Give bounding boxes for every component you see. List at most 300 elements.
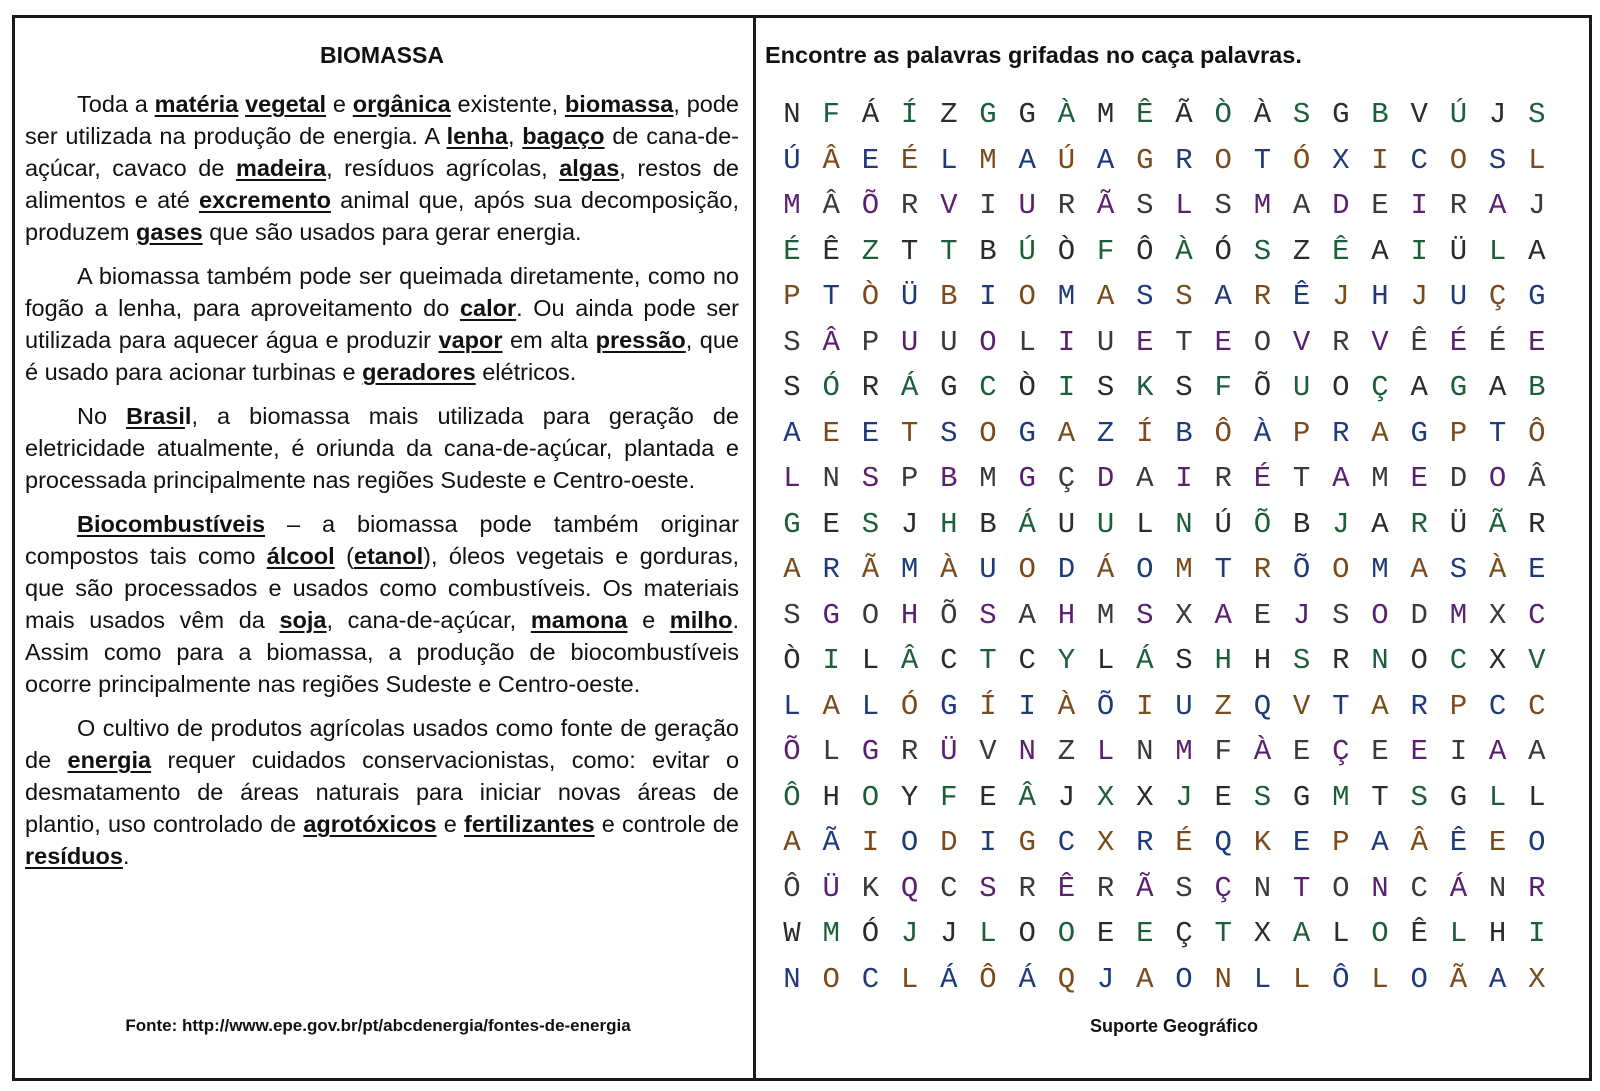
grid-letter[interactable]: M [783,189,801,222]
grid-letter[interactable]: B [940,462,958,495]
grid-letter[interactable]: T [1175,325,1193,359]
grid-letter[interactable]: É [1449,325,1468,359]
grid-letter[interactable]: S [783,325,801,359]
grid-letter[interactable]: I [1136,689,1154,723]
grid-letter[interactable]: B [1292,507,1311,541]
grid-letter[interactable]: L [1528,143,1546,177]
grid-letter[interactable]: A [1371,826,1389,859]
grid-letter[interactable]: S [1253,234,1272,268]
grid-letter[interactable]: E [1253,598,1272,632]
grid-letter[interactable]: T [979,644,997,677]
grid-letter[interactable]: G [1528,280,1546,313]
grid-letter[interactable]: A [1214,598,1232,632]
grid-letter[interactable]: R [1410,507,1428,541]
grid-letter[interactable]: K [861,871,880,905]
grid-letter[interactable]: O [1332,371,1350,404]
grid-letter[interactable]: K [1253,826,1272,859]
grid-letter[interactable]: C [979,371,997,404]
grid-letter[interactable]: A [1488,962,1507,996]
grid-letter[interactable]: E [822,416,840,450]
grid-letter[interactable]: E [1136,325,1154,359]
grid-letter[interactable]: A [1136,962,1154,996]
grid-letter[interactable]: B [940,280,958,313]
grid-letter[interactable]: O [1136,553,1154,586]
grid-letter[interactable]: Â [1018,780,1036,814]
grid-letter[interactable]: O [1332,871,1350,905]
grid-letter[interactable]: M [1332,780,1350,814]
grid-letter[interactable]: O [1488,462,1507,495]
grid-letter[interactable]: L [861,689,880,723]
grid-letter[interactable]: Í [900,98,919,131]
grid-letter[interactable]: S [1528,98,1546,131]
grid-letter[interactable]: Õ [1253,507,1272,541]
grid-letter[interactable]: X [1488,598,1507,632]
grid-letter[interactable]: R [900,735,919,768]
grid-letter[interactable]: O [861,780,880,814]
grid-letter[interactable]: J [1332,280,1350,313]
grid-letter[interactable]: É [1488,325,1507,359]
grid-letter[interactable]: À [1253,98,1272,131]
grid-letter[interactable]: M [1253,189,1272,222]
grid-letter[interactable]: Ó [861,917,880,950]
grid-letter[interactable]: L [1371,962,1389,996]
grid-letter[interactable]: V [1292,325,1311,359]
grid-letter[interactable]: D [1057,553,1076,586]
grid-letter[interactable]: S [783,598,801,632]
grid-letter[interactable]: Ò [1214,98,1232,131]
grid-letter[interactable]: A [783,826,801,859]
grid-letter[interactable]: A [1018,598,1036,632]
grid-letter[interactable]: H [1253,644,1272,677]
grid-letter[interactable]: I [1371,143,1389,177]
grid-letter[interactable]: R [1332,644,1350,677]
grid-letter[interactable]: E [1371,189,1389,222]
grid-letter[interactable]: Ê [1292,280,1311,313]
grid-letter[interactable]: O [1214,143,1232,177]
grid-letter[interactable]: Ã [861,553,880,586]
grid-letter[interactable]: E [1528,553,1546,586]
grid-letter[interactable]: S [861,507,880,541]
grid-letter[interactable]: M [979,462,997,495]
grid-letter[interactable]: T [1292,871,1311,905]
grid-letter[interactable]: Z [1214,689,1232,723]
grid-letter[interactable]: À [1253,735,1272,768]
grid-letter[interactable]: A [1528,234,1546,268]
grid-letter[interactable]: P [900,462,919,495]
grid-letter[interactable]: X [1332,143,1350,177]
grid-letter[interactable]: Ç [1175,917,1193,950]
grid-letter[interactable]: T [1488,416,1507,450]
grid-letter[interactable]: O [1410,962,1428,996]
grid-letter[interactable]: P [1332,826,1350,859]
grid-letter[interactable]: U [1018,189,1036,222]
grid-letter[interactable]: G [1449,371,1468,404]
grid-letter[interactable]: E [979,780,997,814]
grid-letter[interactable]: G [979,98,997,131]
grid-letter[interactable]: Â [822,143,840,177]
grid-letter[interactable]: G [1018,98,1036,131]
grid-letter[interactable]: L [1175,189,1193,222]
grid-letter[interactable]: Ò [783,644,801,677]
grid-letter[interactable]: Ú [1018,234,1036,268]
grid-letter[interactable]: U [900,325,919,359]
grid-letter[interactable]: H [822,780,840,814]
grid-letter[interactable]: T [1332,689,1350,723]
grid-letter[interactable]: B [979,234,997,268]
grid-letter[interactable]: I [1175,462,1193,495]
grid-letter[interactable]: Ó [1292,143,1311,177]
grid-letter[interactable]: À [1057,689,1076,723]
grid-letter[interactable]: A [1488,371,1507,404]
grid-letter[interactable]: Á [1136,644,1154,677]
grid-letter[interactable]: Y [900,780,919,814]
grid-letter[interactable]: Ô [1332,962,1350,996]
grid-letter[interactable]: S [940,416,958,450]
grid-letter[interactable]: A [1292,189,1311,222]
grid-letter[interactable]: A [1371,234,1389,268]
grid-letter[interactable]: Q [1057,962,1076,996]
grid-letter[interactable]: D [1410,598,1428,632]
grid-letter[interactable]: S [1253,780,1272,814]
grid-letter[interactable]: S [979,598,997,632]
grid-letter[interactable]: O [1371,917,1389,950]
grid-letter[interactable]: E [861,416,880,450]
grid-letter[interactable]: Ó [900,689,919,723]
grid-letter[interactable]: I [1528,917,1546,950]
grid-letter[interactable]: L [940,143,958,177]
grid-letter[interactable]: F [940,780,958,814]
grid-letter[interactable]: H [1488,917,1507,950]
grid-letter[interactable]: A [1528,735,1546,768]
grid-letter[interactable]: R [1528,871,1546,905]
grid-letter[interactable]: O [1057,917,1076,950]
grid-letter[interactable]: C [1449,644,1468,677]
grid-letter[interactable]: O [1018,553,1036,586]
grid-letter[interactable]: Ô [783,871,801,905]
grid-letter[interactable]: Q [1253,689,1272,723]
grid-letter[interactable]: X [1175,598,1193,632]
grid-letter[interactable]: L [1488,780,1507,814]
grid-letter[interactable]: J [1332,507,1350,541]
grid-letter[interactable]: A [783,416,801,450]
grid-letter[interactable]: Í [1136,416,1154,450]
grid-letter[interactable]: T [1214,553,1232,586]
grid-letter[interactable]: E [1528,325,1546,359]
grid-letter[interactable]: E [861,143,880,177]
grid-letter[interactable]: B [979,507,997,541]
grid-letter[interactable]: E [1096,917,1115,950]
grid-letter[interactable]: S [1292,644,1311,677]
grid-letter[interactable]: Ã [1096,189,1115,222]
grid-letter[interactable]: S [1214,189,1232,222]
grid-letter[interactable]: L [979,917,997,950]
grid-letter[interactable]: D [1332,189,1350,222]
grid-letter[interactable]: N [1136,735,1154,768]
grid-letter[interactable]: Ê [1410,325,1428,359]
grid-letter[interactable]: U [1292,371,1311,404]
grid-letter[interactable]: R [1528,507,1546,541]
grid-letter[interactable]: É [900,143,919,177]
grid-letter[interactable]: F [1096,234,1115,268]
grid-letter[interactable]: J [1175,780,1193,814]
grid-letter[interactable]: T [900,234,919,268]
grid-letter[interactable]: K [1136,371,1154,404]
grid-letter[interactable]: S [1332,598,1350,632]
grid-letter[interactable]: N [783,962,801,996]
grid-letter[interactable]: Ô [1528,416,1546,450]
grid-letter[interactable]: U [1175,689,1193,723]
grid-letter[interactable]: Â [1410,826,1428,859]
grid-letter[interactable]: S [1136,189,1154,222]
grid-letter[interactable]: D [1096,462,1115,495]
grid-letter[interactable]: L [1292,962,1311,996]
grid-letter[interactable]: C [1528,689,1546,723]
grid-letter[interactable]: H [1057,598,1076,632]
grid-letter[interactable]: E [1214,325,1232,359]
grid-letter[interactable]: M [1175,553,1193,586]
grid-letter[interactable]: Ê [822,234,840,268]
grid-letter[interactable]: O [1371,598,1389,632]
grid-letter[interactable]: Õ [783,735,801,768]
grid-letter[interactable]: U [1096,507,1115,541]
grid-letter[interactable]: R [1410,689,1428,723]
grid-letter[interactable]: Ç [1488,280,1507,313]
grid-letter[interactable]: U [979,553,997,586]
grid-letter[interactable]: C [1410,143,1428,177]
grid-letter[interactable]: I [1018,689,1036,723]
grid-letter[interactable]: L [1136,507,1154,541]
grid-letter[interactable]: P [1292,416,1311,450]
grid-letter[interactable]: X [1488,644,1507,677]
grid-letter[interactable]: M [1096,598,1115,632]
grid-letter[interactable]: B [1528,371,1546,404]
grid-letter[interactable]: T [1292,462,1311,495]
grid-letter[interactable]: Â [822,325,840,359]
grid-letter[interactable]: S [979,871,997,905]
grid-letter[interactable]: A [1371,689,1389,723]
grid-letter[interactable]: G [1018,826,1036,859]
grid-letter[interactable]: M [900,553,919,586]
grid-letter[interactable]: Á [1018,507,1036,541]
grid-letter[interactable]: É [1253,462,1272,495]
grid-letter[interactable]: S [1175,871,1193,905]
grid-letter[interactable]: T [1214,917,1232,950]
grid-letter[interactable]: O [1175,962,1193,996]
grid-letter[interactable]: H [900,598,919,632]
grid-letter[interactable]: S [1292,98,1311,131]
grid-letter[interactable]: Z [861,234,880,268]
grid-letter[interactable]: F [1214,371,1232,404]
grid-letter[interactable]: À [1057,98,1076,131]
grid-letter[interactable]: E [1488,826,1507,859]
grid-letter[interactable]: E [1371,735,1389,768]
grid-letter[interactable]: P [1449,416,1468,450]
grid-letter[interactable]: Z [1096,416,1115,450]
grid-letter[interactable]: C [1018,644,1036,677]
grid-letter[interactable]: R [1214,462,1232,495]
grid-letter[interactable]: G [1018,416,1036,450]
grid-letter[interactable]: R [1253,553,1272,586]
grid-letter[interactable]: D [940,826,958,859]
grid-letter[interactable]: N [1018,735,1036,768]
grid-letter[interactable]: F [822,98,840,131]
grid-letter[interactable]: G [1332,98,1350,131]
grid-letter[interactable]: I [861,826,880,859]
grid-letter[interactable]: I [1410,234,1428,268]
grid-letter[interactable]: Õ [1292,553,1311,586]
grid-letter[interactable]: V [1371,325,1389,359]
grid-letter[interactable]: Õ [1253,371,1272,404]
grid-letter[interactable]: S [1175,371,1193,404]
grid-letter[interactable]: Á [940,962,958,996]
grid-letter[interactable]: H [1371,280,1389,313]
grid-letter[interactable]: G [822,598,840,632]
grid-letter[interactable]: I [1057,371,1076,404]
grid-letter[interactable]: G [1410,416,1428,450]
grid-letter[interactable]: S [861,462,880,495]
grid-letter[interactable]: N [1214,962,1232,996]
grid-letter[interactable]: B [1175,416,1193,450]
grid-letter[interactable]: S [1136,280,1154,313]
grid-letter[interactable]: J [900,507,919,541]
grid-letter[interactable]: E [1410,735,1428,768]
grid-letter[interactable]: Ê [1136,98,1154,131]
grid-letter[interactable]: W [783,917,801,950]
grid-letter[interactable]: V [1528,644,1546,677]
grid-letter[interactable]: Ü [822,871,840,905]
grid-letter[interactable]: A [1410,553,1428,586]
grid-letter[interactable]: Â [1528,462,1546,495]
grid-letter[interactable]: Ã [1175,98,1193,131]
grid-letter[interactable]: I [979,189,997,222]
grid-letter[interactable]: C [1057,826,1076,859]
grid-letter[interactable]: A [1292,917,1311,950]
grid-letter[interactable]: R [861,371,880,404]
grid-letter[interactable]: A [783,553,801,586]
grid-letter[interactable]: U [1057,507,1076,541]
grid-letter[interactable]: Á [900,371,919,404]
grid-letter[interactable]: L [1253,962,1272,996]
grid-letter[interactable]: B [1371,98,1389,131]
grid-letter[interactable]: J [1096,962,1115,996]
grid-letter[interactable]: J [1410,280,1428,313]
grid-letter[interactable]: Ã [1449,962,1468,996]
grid-letter[interactable]: I [979,826,997,859]
grid-letter[interactable]: E [1292,735,1311,768]
grid-letter[interactable]: Ü [1449,507,1468,541]
grid-letter[interactable]: M [1175,735,1193,768]
grid-letter[interactable]: R [1253,280,1272,313]
grid-letter[interactable]: Ç [1057,462,1076,495]
grid-letter[interactable]: A [1136,462,1154,495]
grid-letter[interactable]: X [1136,780,1154,814]
grid-letter[interactable]: P [1449,689,1468,723]
grid-letter[interactable]: I [1410,189,1428,222]
grid-letter[interactable]: Ò [1018,371,1036,404]
grid-letter[interactable]: L [1018,325,1036,359]
grid-letter[interactable]: Y [1057,644,1076,677]
grid-letter[interactable]: E [1410,462,1428,495]
grid-letter[interactable]: Ò [861,280,880,313]
grid-letter[interactable]: F [1214,735,1232,768]
grid-letter[interactable]: O [1018,917,1036,950]
grid-letter[interactable]: A [1371,507,1389,541]
grid-letter[interactable]: Õ [861,189,880,222]
grid-letter[interactable]: A [1488,735,1507,768]
grid-letter[interactable]: O [900,826,919,859]
grid-letter[interactable]: Â [822,189,840,222]
grid-letter[interactable]: T [940,234,958,268]
grid-letter[interactable]: T [1371,780,1389,814]
grid-letter[interactable]: L [1488,234,1507,268]
grid-letter[interactable]: X [1253,917,1272,950]
grid-letter[interactable]: Ê [1057,871,1076,905]
grid-letter[interactable]: Õ [940,598,958,632]
grid-letter[interactable]: U [1449,280,1468,313]
grid-letter[interactable]: O [979,325,997,359]
grid-letter[interactable]: À [1253,416,1272,450]
grid-letter[interactable]: N [1488,871,1507,905]
grid-letter[interactable]: M [822,917,840,950]
grid-letter[interactable]: Á [861,98,880,131]
grid-letter[interactable]: R [1175,143,1193,177]
grid-letter[interactable]: Ê [1449,826,1468,859]
grid-letter[interactable]: Â [900,644,919,677]
grid-letter[interactable]: R [1136,826,1154,859]
grid-letter[interactable]: Ú [1214,507,1232,541]
grid-letter[interactable]: M [1449,598,1468,632]
grid-letter[interactable]: A [1214,280,1232,313]
grid-letter[interactable]: E [1292,826,1311,859]
grid-letter[interactable]: Á [1449,871,1468,905]
grid-letter[interactable]: Á [1018,962,1036,996]
grid-letter[interactable]: Ã [1488,507,1507,541]
grid-letter[interactable]: C [940,871,958,905]
grid-letter[interactable]: S [1175,644,1193,677]
grid-letter[interactable]: G [940,689,958,723]
grid-letter[interactable]: M [1096,98,1115,131]
grid-letter[interactable]: O [1410,644,1428,677]
grid-letter[interactable]: É [1175,826,1193,859]
grid-letter[interactable]: L [822,735,840,768]
grid-letter[interactable]: Ô [783,780,801,814]
grid-letter[interactable]: I [1449,735,1468,768]
grid-letter[interactable]: Ú [783,143,801,177]
grid-letter[interactable]: Ò [1057,234,1076,268]
grid-letter[interactable]: A [1057,416,1076,450]
grid-letter[interactable]: R [822,553,840,586]
grid-letter[interactable]: Ã [822,826,840,859]
grid-letter[interactable]: L [1528,780,1546,814]
grid-letter[interactable]: G [1136,143,1154,177]
grid-letter[interactable]: Ü [900,280,919,313]
grid-letter[interactable]: I [822,644,840,677]
grid-letter[interactable]: À [1488,553,1507,586]
grid-letter[interactable]: G [1292,780,1311,814]
grid-letter[interactable]: C [940,644,958,677]
grid-letter[interactable]: M [1371,462,1389,495]
grid-letter[interactable]: Q [900,871,919,905]
grid-letter[interactable]: G [783,507,801,541]
grid-letter[interactable]: N [1371,871,1389,905]
grid-letter[interactable]: H [940,507,958,541]
grid-letter[interactable]: S [1488,143,1507,177]
grid-letter[interactable]: G [940,371,958,404]
grid-letter[interactable]: A [822,689,840,723]
grid-letter[interactable]: Á [1096,553,1115,586]
grid-letter[interactable]: E [1214,780,1232,814]
grid-letter[interactable]: J [1057,780,1076,814]
